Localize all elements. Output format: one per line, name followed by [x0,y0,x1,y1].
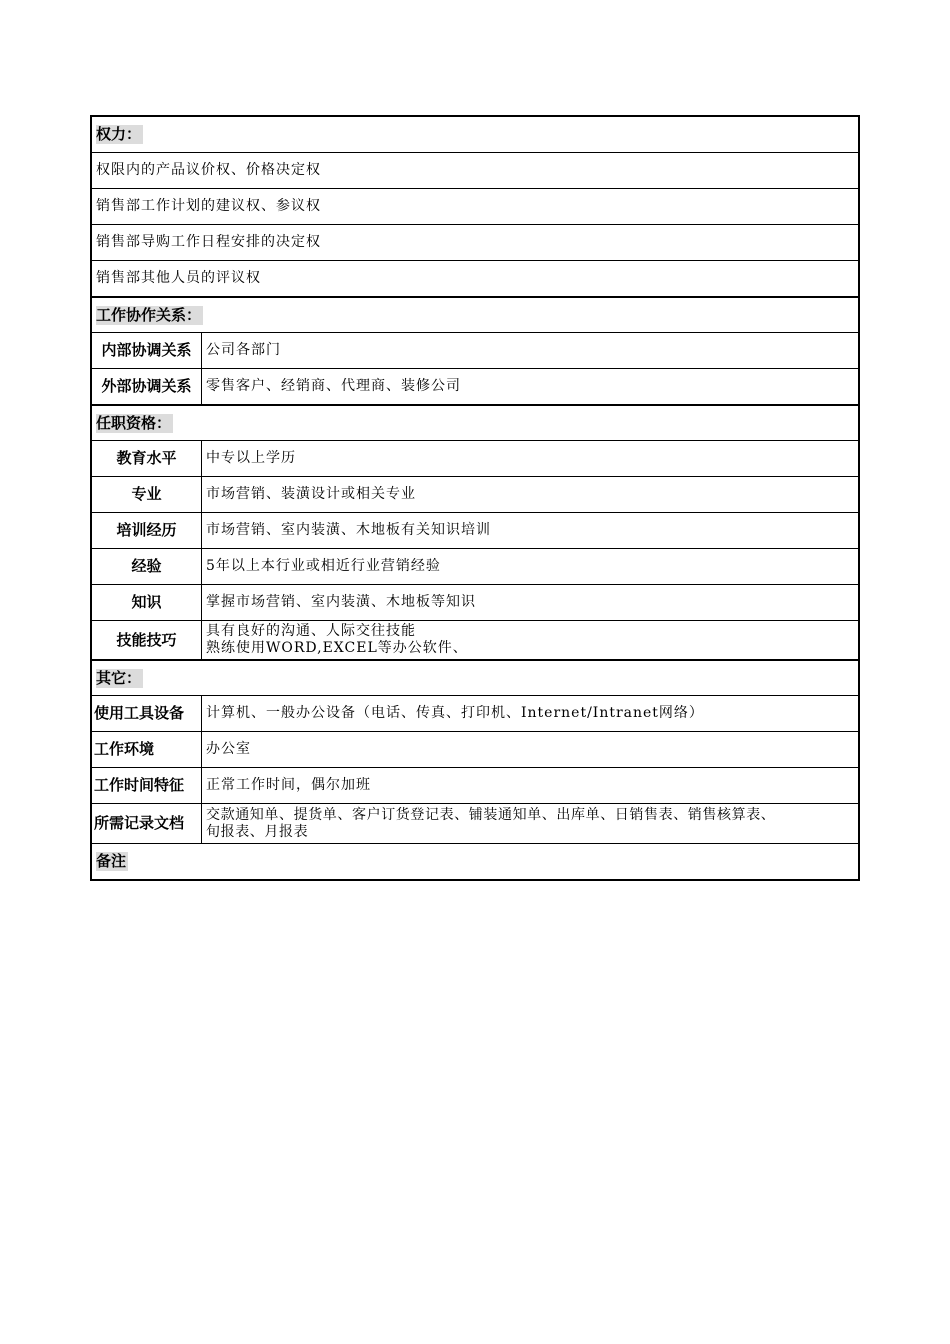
section-header-other [92,659,858,695]
section-header-authority [92,117,858,152]
row-value: 计算机、一般办公设备（电话、传真、打印机、Internet/Intranet网络） [206,705,704,721]
qualification-row [92,440,858,476]
row-label: 知识 [92,585,202,620]
row-label: 内部协调关系 [92,333,202,368]
row-label: 教育水平 [92,441,202,476]
authority-item-text: 销售部工作计划的建议权、参议权 [96,198,321,214]
row-value: 掌握市场营销、室内装潢、木地板等知识 [206,594,476,610]
qualification-row [92,476,858,512]
other-row [92,803,858,843]
authority-item-text: 销售部导购工作日程安排的决定权 [96,234,321,250]
row-value: 市场营销、室内装潢、木地板有关知识培训 [206,522,491,538]
collaboration-row [92,368,858,404]
row-label: 工作环境 [92,732,202,767]
row-value-line: 旬报表、月报表 [206,823,309,840]
row-value-line: 具有良好的沟通、人际交往技能 [206,623,416,639]
collaboration-row [92,332,858,368]
row-label: 专业 [92,477,202,512]
row-value-line: 交款通知单、提货单、客户订货登记表、铺装通知单、出库单、日销售表、销售核算表、 [206,806,776,823]
section-title-qualification: 任职资格： [96,413,172,432]
authority-item [92,152,858,188]
authority-item-text: 权限内的产品议价权、价格决定权 [96,162,321,178]
qualification-row [92,512,858,548]
section-title-other: 其它： [96,668,142,687]
job-description-table [90,115,860,881]
section-title-authority: 权力： [96,125,142,143]
row-label: 培训经历 [92,513,202,548]
authority-item [92,188,858,224]
row-value [202,621,858,659]
authority-item [92,260,858,296]
row-value: 5年以上本行业或相近行业营销经验 [206,558,441,574]
row-label: 技能技巧 [92,621,202,659]
other-row [92,767,858,803]
section-header-qualification [92,404,858,440]
other-row [92,695,858,731]
row-value: 办公室 [206,741,251,757]
row-label: 所需记录文档 [92,804,202,843]
row-value: 零售客户、经销商、代理商、装修公司 [206,378,461,394]
qualification-row [92,584,858,620]
qualification-row [92,548,858,584]
row-label: 经验 [92,549,202,584]
remarks-row [92,843,858,879]
row-label: 外部协调关系 [92,369,202,404]
row-value-line: 熟练使用WORD,EXCEL等办公软件、 [206,640,468,656]
row-value [202,804,858,843]
row-value: 中专以上学历 [206,450,296,466]
row-label: 使用工具设备 [92,696,202,731]
authority-item-text: 销售部其他人员的评议权 [96,270,261,286]
row-value: 正常工作时间，偶尔加班 [206,777,371,793]
row-label: 工作时间特征 [92,768,202,803]
row-value: 公司各部门 [206,342,281,358]
qualification-row [92,620,858,659]
section-header-collaboration [92,296,858,332]
row-value: 市场营销、装潢设计或相关专业 [206,486,416,502]
other-row [92,731,858,767]
section-title-remarks: 备注 [96,852,127,870]
authority-item [92,224,858,260]
section-title-collaboration: 工作协作关系： [96,305,202,324]
